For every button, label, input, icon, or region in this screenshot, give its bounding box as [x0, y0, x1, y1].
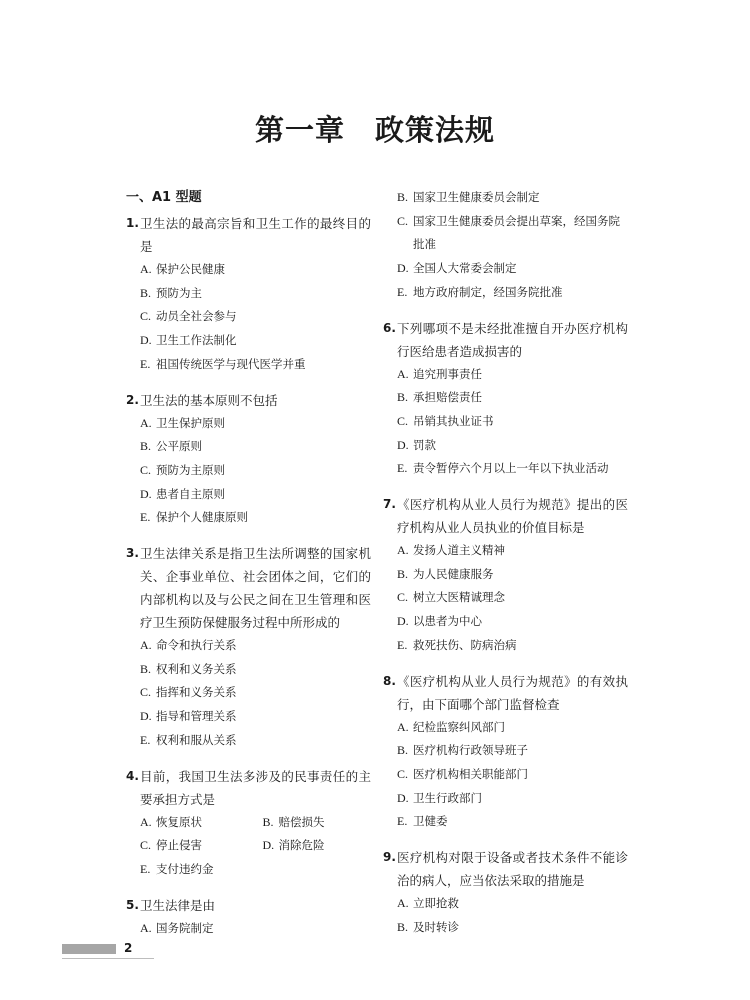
option-letter: C.	[140, 838, 152, 853]
option	[383, 281, 628, 305]
option-text: 指导和管理关系	[156, 709, 237, 724]
question-stem: 下列哪项不是未经批准擅自开办医疗机构行医给患者造成损害的	[397, 320, 628, 359]
option-letter: B.	[397, 743, 409, 758]
option-text: 权利和义务关系	[156, 661, 237, 676]
right-column	[383, 186, 628, 951]
option-letter: B.	[397, 390, 409, 405]
option-text: 动员全社会参与	[156, 309, 237, 324]
option	[383, 410, 628, 434]
option-letter: C.	[397, 590, 409, 605]
option-text: 为人民健康服务	[413, 566, 494, 581]
option-letter: A.	[397, 719, 409, 734]
footer-divider	[62, 958, 154, 959]
question-stem: 卫生法律关系是指卫生法所调整的国家机关、企事业单位、社会团体之间，它们的内部机构以及与公民之间在卫生管理和医疗卫生预防保健服务过程中所形成的	[140, 546, 371, 631]
option	[383, 257, 628, 281]
option-letter: B.	[397, 566, 409, 581]
question-number: 3.	[126, 546, 139, 561]
option-text: 吊销其执业证书	[413, 413, 494, 428]
question-5	[126, 894, 371, 941]
option	[383, 186, 628, 210]
question-number: 7.	[383, 497, 396, 512]
option-text: 全国人大常委会制定	[413, 261, 517, 276]
option	[383, 810, 628, 834]
question-stem: 卫生法律是由	[140, 897, 216, 913]
option-text: 权利和服从关系	[156, 732, 237, 747]
question-stem: 《医疗机构从业人员行为规范》的有效执行，由下面哪个部门监督检查	[397, 673, 628, 712]
option	[126, 329, 371, 353]
option	[383, 539, 628, 563]
question-9	[383, 846, 628, 939]
option	[126, 705, 371, 729]
option-text: 地方政府制定，经国务院批准	[413, 284, 563, 299]
option-text: 纪检监察纠风部门	[413, 719, 505, 734]
option-text: 罚款	[413, 437, 436, 452]
option-letter: D.	[262, 838, 275, 853]
option	[126, 658, 371, 682]
option-letter: A.	[397, 896, 409, 911]
option-text: 国家卫生健康委员会提出草案，经国务院批准	[413, 213, 620, 252]
option	[383, 634, 628, 658]
option-letter: E.	[397, 284, 408, 299]
option	[126, 729, 371, 753]
question-stem: 卫生法的基本原则不包括	[140, 392, 278, 408]
option	[383, 763, 628, 787]
option-letter: E.	[397, 637, 408, 652]
option	[383, 586, 628, 610]
option	[383, 563, 628, 587]
question-1	[126, 212, 371, 377]
option-text: 祖国传统医学与现代医学并重	[156, 356, 306, 371]
option-letter: D.	[397, 437, 409, 452]
option-letter: C.	[397, 213, 409, 228]
question-stem: 《医疗机构从业人员行为规范》提出的医疗机构从业人员执业的价值目标是	[397, 497, 628, 536]
option-text: 预防为主原则	[156, 462, 225, 477]
option-text: 承担赔偿责任	[413, 390, 482, 405]
option-text: 卫生工作法制化	[156, 333, 237, 348]
question-stem: 卫生法的最高宗旨和卫生工作的最终目的是	[140, 216, 371, 254]
option	[383, 892, 628, 916]
question-4	[126, 765, 371, 882]
question-number: 2.	[126, 392, 139, 407]
option	[126, 681, 371, 705]
option	[249, 834, 372, 858]
option-row	[126, 811, 371, 835]
option	[383, 716, 628, 740]
option	[126, 305, 371, 329]
option-text: 公平原则	[156, 439, 202, 454]
option-text: 消除危险	[278, 838, 325, 853]
option-letter: B.	[140, 661, 152, 676]
question-5-continued	[383, 186, 628, 305]
option-text: 支付违约金	[156, 861, 214, 876]
option-letter: E.	[397, 814, 408, 829]
question-8	[383, 670, 628, 835]
question-6	[383, 317, 628, 482]
option	[383, 386, 628, 410]
option-letter: A.	[140, 638, 152, 653]
option-letter: A.	[140, 415, 152, 430]
question-stem: 医疗机构对限于设备或者技术条件不能诊治的病人，应当依法采取的措施是	[397, 850, 628, 889]
option-letter: D.	[140, 486, 152, 501]
option	[249, 811, 372, 835]
option-text: 医疗机构行政领导班子	[413, 743, 528, 758]
question-7	[383, 493, 628, 658]
option	[126, 811, 249, 835]
question-number: 6.	[383, 320, 396, 335]
option-text: 卫生保护原则	[156, 415, 225, 430]
option-letter: A.	[397, 543, 409, 558]
option-text: 发扬人道主义精神	[413, 543, 505, 558]
option-letter: C.	[140, 309, 152, 324]
option	[126, 506, 371, 530]
option	[126, 858, 371, 882]
option-letter: B.	[397, 919, 409, 934]
question-number: 4.	[126, 768, 139, 783]
option-letter: E.	[140, 356, 151, 371]
option-text: 卫生行政部门	[413, 790, 482, 805]
option-letter: A.	[140, 814, 152, 829]
footer-bar	[62, 944, 116, 954]
option-text: 命令和执行关系	[156, 638, 237, 653]
option-text: 立即抢救	[413, 896, 459, 911]
option-letter: A.	[140, 920, 152, 935]
option-letter: E.	[140, 861, 151, 876]
option	[383, 739, 628, 763]
option	[383, 787, 628, 811]
option-letter: B.	[140, 285, 152, 300]
option	[383, 457, 628, 481]
option	[383, 210, 628, 257]
option-text: 患者自主原则	[156, 486, 225, 501]
option	[126, 834, 249, 858]
option-letter: E.	[397, 461, 408, 476]
question-stem: 目前，我国卫生法多涉及的民事责任的主要承担方式是	[140, 768, 371, 807]
section-heading: 一、A1 型题	[126, 190, 202, 205]
question-2	[126, 389, 371, 531]
option	[126, 353, 371, 377]
option	[383, 363, 628, 387]
question-3	[126, 542, 371, 753]
question-number: 9.	[383, 850, 396, 865]
question-number: 8.	[383, 673, 396, 688]
page-number: 2	[124, 941, 133, 955]
option-text: 恢复原状	[156, 814, 202, 829]
option-text: 预防为主	[156, 285, 202, 300]
option-letter: D.	[397, 790, 409, 805]
option-text: 国务院制定	[156, 920, 214, 935]
option	[383, 610, 628, 634]
option-text: 及时转诊	[413, 919, 459, 934]
option-text: 以患者为中心	[413, 614, 482, 629]
option-text: 救死扶伤、防病治病	[413, 637, 517, 652]
option-letter: D.	[397, 261, 409, 276]
option-letter: D.	[140, 709, 152, 724]
option-letter: C.	[140, 462, 152, 477]
option-text: 国家卫生健康委员会制定	[413, 190, 540, 204]
option-letter: C.	[397, 766, 409, 781]
option-letter: B.	[262, 814, 274, 829]
option-letter: B.	[140, 439, 152, 454]
option-text: 医疗机构相关职能部门	[413, 766, 528, 781]
option-text: 赔偿损失	[278, 814, 325, 829]
option	[383, 916, 628, 940]
option-letter: E.	[140, 732, 151, 747]
option	[126, 483, 371, 507]
option-text: 树立大医精诚理念	[413, 590, 505, 605]
option-text: 追究刑事责任	[413, 366, 482, 381]
option-letter: C.	[397, 413, 409, 428]
option-text: 停止侵害	[156, 838, 202, 853]
option	[126, 435, 371, 459]
question-number: 5.	[126, 897, 139, 912]
option-text: 指挥和义务关系	[156, 685, 237, 700]
option	[126, 917, 371, 941]
option-text: 卫健委	[413, 814, 448, 829]
option	[383, 434, 628, 458]
option-letter: A.	[397, 366, 409, 381]
option-row	[126, 834, 371, 858]
option	[126, 258, 371, 282]
option-text: 保护公民健康	[156, 262, 225, 276]
left-column	[126, 186, 371, 952]
chapter-title: 第一章 政策法规	[254, 113, 495, 147]
option-text: 责令暂停六个月以上一年以下执业活动	[413, 461, 609, 476]
option-letter: D.	[397, 614, 409, 629]
option	[126, 282, 371, 306]
question-number: 1.	[126, 216, 139, 230]
option	[126, 459, 371, 483]
option-letter: E.	[140, 510, 151, 525]
option-text: 保护个人健康原则	[156, 510, 248, 525]
option	[126, 634, 371, 658]
option-letter: D.	[140, 333, 152, 348]
option	[126, 412, 371, 436]
option-letter: A.	[140, 262, 152, 276]
option-letter: C.	[140, 685, 152, 700]
option-letter: B.	[397, 190, 409, 204]
